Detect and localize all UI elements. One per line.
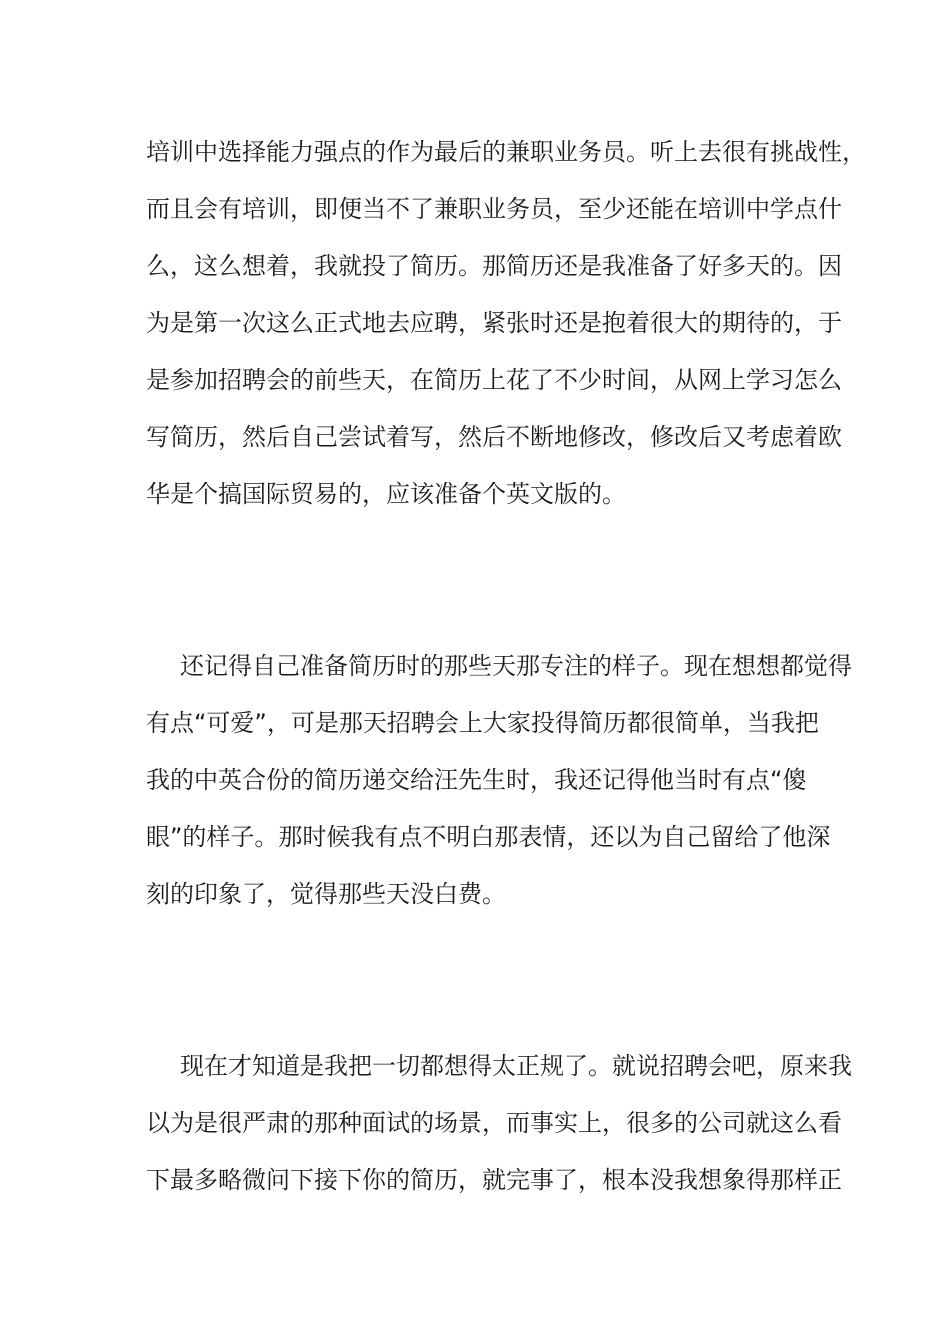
paragraph-line: 有点“可爱”，可是那天招聘会上大家投得简历都很简单，当我把	[146, 709, 819, 737]
paragraph-line: 以为是很严肃的那种面试的场景，而事实上，很多的公司就这么看	[146, 1109, 842, 1137]
paragraph-line: 华是个搞国际贸易的，应该准备个英文版的。	[146, 480, 626, 508]
paragraph-line: 下最多略微问下接下你的简历，就完事了，根本没我想象得那样正	[146, 1166, 842, 1194]
paragraph-line: 为是第一次这么正式地去应聘，紧张时还是抱着很大的期待的，于	[146, 309, 842, 337]
paragraph-line: 我的中英合份的简历递交给汪先生时，我还记得他当时有点“傻	[146, 766, 807, 794]
paragraph-line: 而且会有培训，即便当不了兼职业务员，至少还能在培训中学点什	[146, 195, 842, 223]
paragraph-line: 么，这么想着，我就投了简历。那简历还是我准备了好多天的。因	[146, 252, 842, 280]
paragraph-line: 培训中选择能力强点的作为最后的兼职业务员。听上去很有挑战性，	[146, 138, 866, 166]
paragraph-line: 是参加招聘会的前些天，在简历上花了不少时间，从网上学习怎么	[146, 366, 842, 394]
paragraph-line: 写简历，然后自己尝试着写，然后不断地修改，修改后又考虑着欧	[146, 423, 842, 451]
paragraph-line: 刻的印象了，觉得那些天没白费。	[146, 880, 506, 908]
paragraph-line: 眼”的样子。那时候我有点不明白那表情，还以为自己留给了他深	[146, 823, 831, 851]
paragraph-line: 还记得自己准备简历时的那些天那专注的样子。现在想想都觉得	[180, 652, 852, 680]
paragraph-line: 现在才知道是我把一切都想得太正规了。就说招聘会吧，原来我	[180, 1052, 852, 1080]
